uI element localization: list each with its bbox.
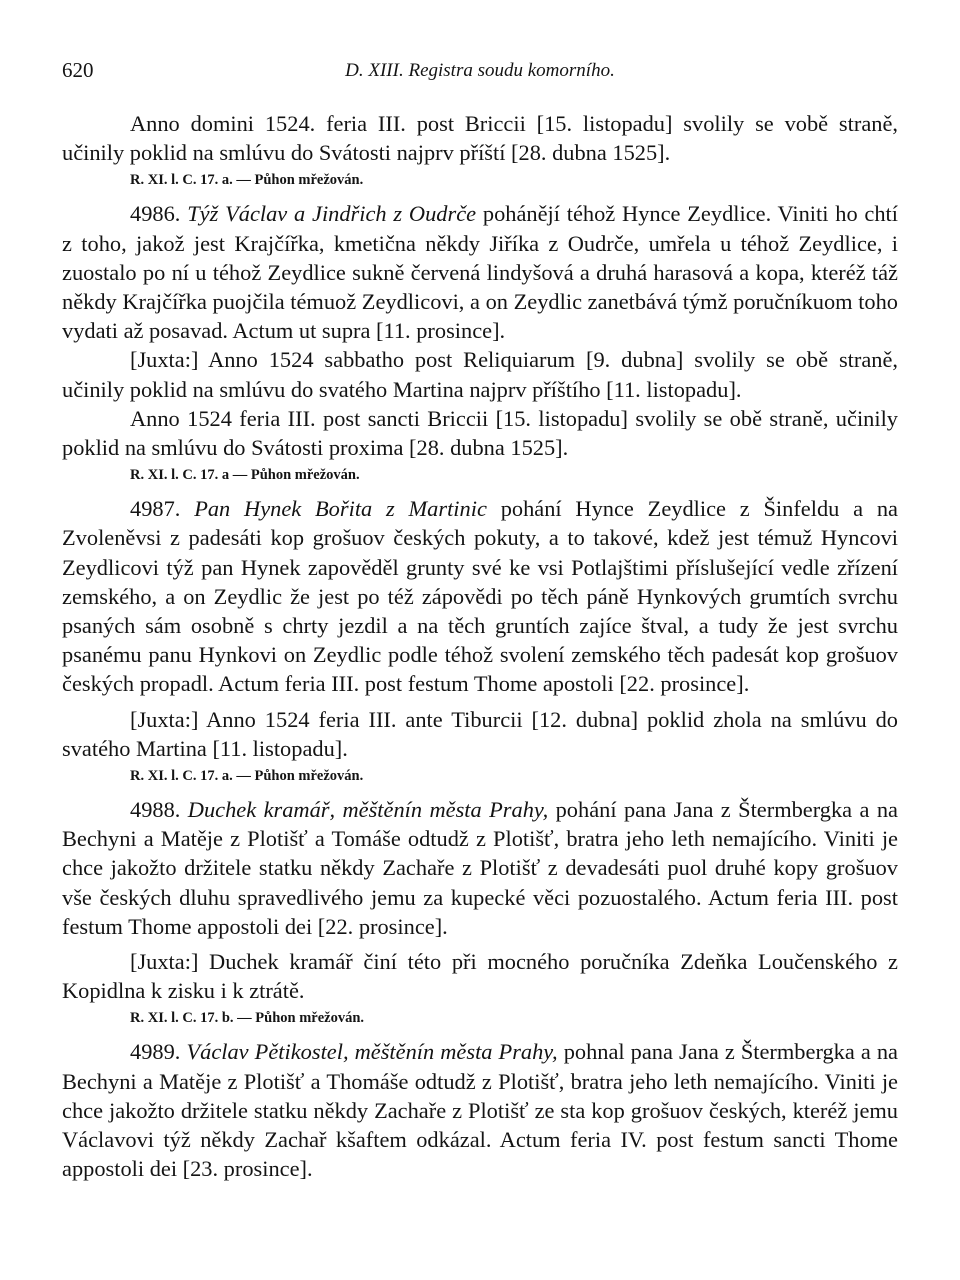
archival-note: R. XI. l. C. 17. a — Půhon mřežován. (130, 467, 360, 484)
running-title: D. XIII. Registra soudu komorního. (345, 60, 615, 81)
paragraph: [Juxta:] Anno 1524 sabbatho post Reliquiarum [9. dubna] svolily se obě straně, učinily poklid na smlúvu do svatého Martina najprv příštího [11. listopadu]. (62, 347, 898, 402)
entry-text: pohánějí téhož Hynce Zeydlice. Viniti ho chtí z toho, jakož jest Krajčířka, kmetična někdy Jiříka z Oudrče, umřela u téhož Zeydlice, i zuostalo po ní u téhož Zeydlice sukně červená lindyšová a druhá harasová a kopa, kteréž táž někdy Krajčířka puojčila témuož Zeydlicovi, a on Zeydlic zanetbává týmž poručníkuom toho vydati až posavad. Actum ut supra [11. prosince]. (62, 201, 899, 344)
archival-note: R. XI. l. C. 17. a. — Půhon mřežován. (130, 768, 364, 785)
paragraph: [Juxta:] Anno 1524 feria III. ante Tiburcii [12. dubna] poklid zhola na smlúvu do svatého Martina [11. listopadu]. (62, 706, 898, 761)
entry-number: 4986. (130, 201, 181, 227)
archival-note: R. XI. l. C. 17. a. — Půhon mřežován. (130, 172, 364, 189)
paragraph: Anno domini 1524. feria III. post Briccii [15. listopadu] svolily se vobě straně, učinily poklid na smlúvu do Svátosti najprv příští [28. dubna 1525]. (62, 111, 898, 166)
entry-parties: Pan Hynek Bořita z Martinic (194, 496, 487, 522)
entry-number: 4989. (130, 1039, 181, 1065)
paragraph: [Juxta:] Duchek kramář činí této při mocného poručníka Zdeňka Loučenského z Kopidlna k zisku i k ztrátě. (62, 949, 898, 1004)
entry-4988 (62, 795, 898, 941)
entry-number: 4988. (130, 797, 181, 823)
entry-4987 (62, 494, 898, 698)
entry-parties: Duchek kramář, měštěnín města Prahy, (187, 797, 549, 823)
entry-text: pohání Hynce Zeydlice z Šinfeldu a na Zvoleněvsi z padesáti kop grošuov českých pokuty, a to takové, kdež jest témuž Hyncovi Zeydlicovi týž pan Hynek zapověděl grunty své ke vsi Potlajštimi příslušející vedle zřízení zemského, a on Zeydlic že jest po též zápovědi po těch páně Hynkových grumtích svrchu psaných sám osobně s chrty jezdil a na těch gruntích zajíce štval, a tudy že jest svrchu psanému panu Hynkovi on Zeydlic podle téhož svolení zemského těch padesát kop grošuov českých propadl. Actum feria III. post festum Thome apostoli [22. prosince]. (62, 496, 898, 697)
entry-text: pohání pana Jana z Štermbergka a na Bechyni a Matěje z Plotišť a Tomáše odtudž z Plotišť, bratra jeho leth nemajícího. Viniti je chce jakožto držitele statku někdy Zachaře z Plotišť z devadesáti puol druhé kopy grošuov vše českých dluhu spravedlivého jemu za kupecké věci pozuostalého. Actum feria III. post festum Thome appostoli dei [22. prosince]. (62, 797, 898, 939)
entry-parties: Václav Pětikostel, měštěnín města Prahy, (186, 1039, 558, 1065)
paragraph: Anno 1524 feria III. post sancti Briccii [15. listopadu] svolily se obě straně, učinily poklid na smlúvu do Svátosti proxima [28. dubna 1525]. (62, 405, 898, 461)
entry-number: 4987. (130, 496, 181, 522)
entry-4989 (62, 1037, 898, 1183)
entry-parties: Týž Václav a Jindřich z Oudrče (187, 201, 477, 227)
page-number: 620 (62, 58, 94, 82)
archival-note: R. XI. l. C. 17. b. — Půhon mřežován. (130, 1010, 365, 1027)
body-text (62, 109, 898, 1184)
entry-4986 (62, 199, 898, 345)
page-header (62, 58, 898, 88)
entry-text: pohnal pana Jana z Štermbergka a na Bechyni a Matěje z Plotišť a Thomáše odtudž z Plotišť, bratra jeho leth nemajícího. Viniti je chce jakožto držitele statku někdy Zachaře z Plotišť ze sta kop grošuov českých, kteréž jemu Václavovi týž někdy Zachař kšaftem odkázal. Actum feria IV. post festum sancti Thome appostoli dei [23. prosince]. (62, 1039, 898, 1182)
